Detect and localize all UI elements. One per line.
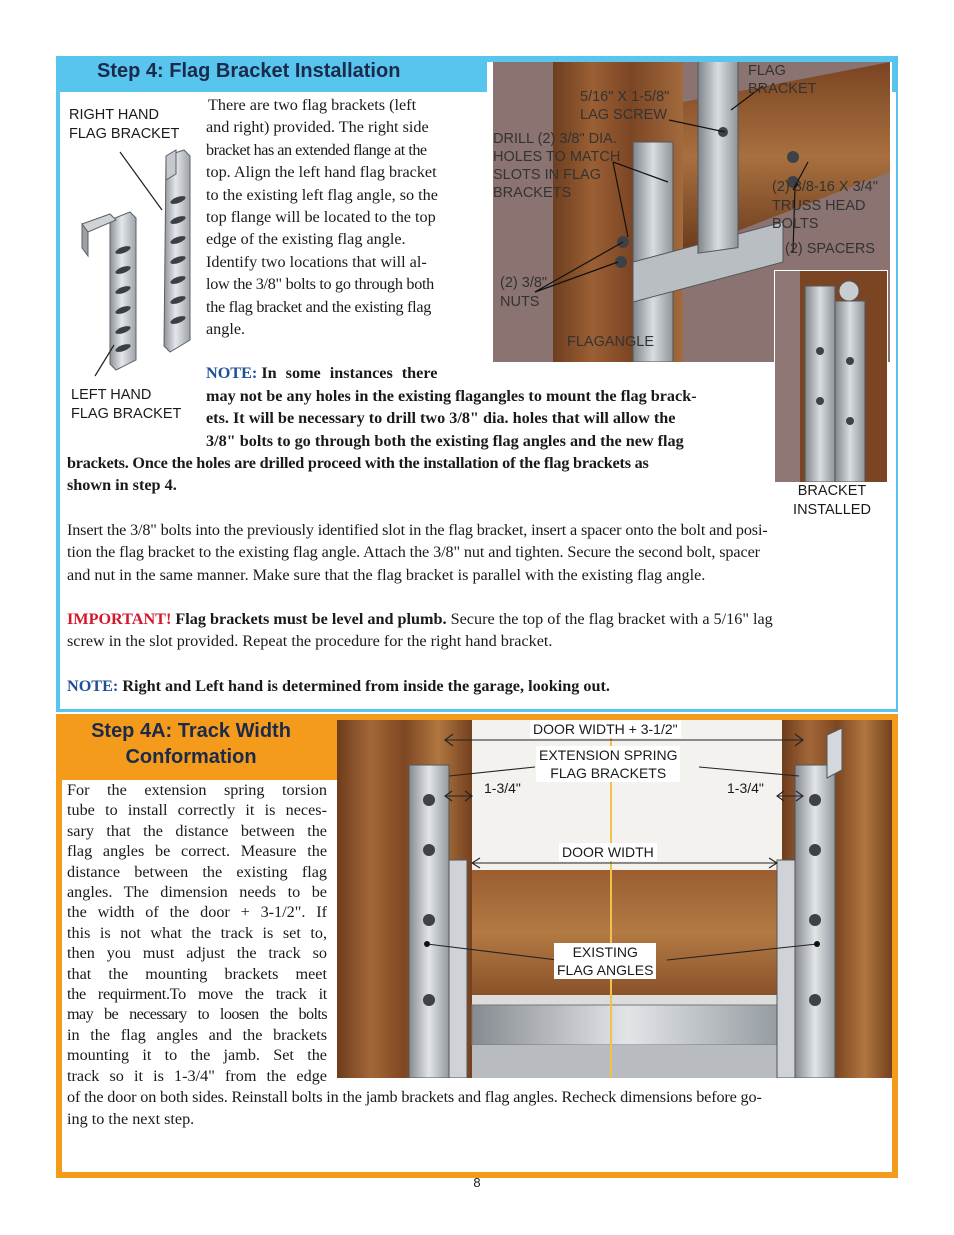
- intro-line: low the 3/8" bolts to go through both: [206, 275, 434, 294]
- important-label: IMPORTANT!: [67, 610, 172, 628]
- flagangle-label: FLAGANGLE: [567, 334, 655, 350]
- body-line: track so it is 1-3/4" from the edge: [67, 1066, 327, 1085]
- door-width-plus-label: DOOR WIDTH + 3-1/2": [530, 720, 681, 738]
- body-line: the width of the door + 3-1/2". If: [67, 903, 327, 922]
- body-line: may be necessary to loosen the bolts: [67, 1005, 327, 1024]
- note-label: NOTE:: [206, 364, 258, 382]
- note-line: may not be any holes in the existing flagangles to mount the flag brack-: [206, 387, 697, 405]
- note2-paragraph: [67, 675, 887, 697]
- body-line: sary that the distance between the: [67, 821, 327, 840]
- flag-bracket-label: FLAG BRACKET: [748, 63, 817, 97]
- note-first-text: In some instances there: [261, 364, 438, 382]
- door-width-label: DOOR WIDTH: [559, 843, 657, 861]
- important-line-2: screw in the slot provided. Repeat the procedure for the right hand bracket.: [67, 632, 553, 651]
- step4-title: Step 4: Flag Bracket Installation: [97, 60, 401, 82]
- intro-line: top. Align the left hand flag bracket: [206, 163, 437, 182]
- insert-paragraph: [67, 519, 887, 586]
- body-line: angles. The dimension needs to be: [67, 883, 327, 902]
- step4a-title: Step 4A: Track Width Conformation: [91, 720, 291, 768]
- intro-line: There are two flag brackets (left: [208, 96, 417, 114]
- truss-bolts-label: (2) 3/8-16 X 3/4" TRUSS HEAD BOLTS: [772, 179, 878, 232]
- insert-line: Insert the 3/8" bolts into the previously identified slot in the flag bracket, insert a spacer onto the bolt and posi-: [67, 521, 768, 539]
- body-line: that the mounting brackets meet: [67, 964, 327, 983]
- important-bold: Flag brackets must be level and plumb.: [175, 610, 447, 628]
- step4a-body: [67, 780, 327, 1086]
- insert-line: and nut in the same manner. Make sure that the flag bracket is parallel with the existing flag angle.: [67, 565, 706, 584]
- flag-brackets-illustration: [70, 140, 200, 380]
- body-line: the requirment.To move the track it: [67, 985, 327, 1004]
- step4a-tail: [67, 1086, 887, 1131]
- intro-line: top flange will be located to the top: [206, 208, 436, 227]
- left-offset-label: 1-3/4": [484, 780, 521, 796]
- right-hand-label: RIGHT HAND FLAG BRACKET: [69, 107, 180, 142]
- note-line: 3/8" bolts to go through both the existing flag angles and the new flag: [206, 431, 684, 450]
- note2-label: NOTE:: [67, 677, 119, 695]
- important-rest: Secure the top of the flag bracket with a 5/16" lag: [450, 610, 773, 628]
- nuts-label: (2) 3/8" NUTS: [500, 275, 548, 310]
- intro-line: to the existing left flag angle, so the: [206, 185, 438, 204]
- body-line: mounting it to the jamb. Set the: [67, 1046, 327, 1065]
- note2-text: Right and Left hand is determined from inside the garage, looking out.: [122, 677, 610, 695]
- lag-screw-label: 5/16" X 1-5/8" LAG SCREW: [580, 89, 670, 123]
- left-hand-label: LEFT HAND FLAG BRACKET: [71, 387, 182, 422]
- note-block: [206, 385, 768, 452]
- page-number: 8: [473, 1175, 481, 1190]
- extension-spring-label: EXTENSION SPRING FLAG BRACKETS: [536, 746, 680, 782]
- important-paragraph: [67, 608, 889, 653]
- body-line: tube to install correctly it is neces-: [67, 801, 327, 820]
- body-line: then you must adjust the track so: [67, 944, 327, 963]
- drill-holes-label: DRILL (2) 3/8" DIA. HOLES TO MATCH SLOTS IN FLAG BRACKETS: [493, 131, 621, 201]
- intro-line: the flag bracket and the existing flag: [206, 297, 432, 316]
- insert-line: tion the flag bracket to the existing flag angle. Attach the 3/8" nut and tighten. Secure the second bolt, spacer: [67, 543, 760, 562]
- body-line: this is not what the track is set to,: [67, 923, 327, 942]
- spacers-label: (2) SPACERS: [785, 241, 875, 257]
- note-line: brackets. Once the holes are drilled proceed with the installation of the flag brackets as: [67, 454, 649, 472]
- note-line: ets. It will be necessary to drill two 3/8" dia. holes that will allow the: [206, 409, 676, 428]
- body-line: flag angles be correct. Measure the: [67, 842, 327, 861]
- intro-line: angle.: [206, 320, 246, 339]
- note-block-wide: [67, 452, 769, 497]
- intro-line: and right) provided. The right side: [206, 118, 429, 137]
- tail-line: of the door on both sides. Reinstall bolts in the jamb brackets and flag angles. Recheck dimensions before go-: [67, 1088, 762, 1106]
- body-line: in the flag angles and the brackets: [67, 1025, 327, 1044]
- right-offset-label: 1-3/4": [727, 780, 764, 796]
- note-first-line: [206, 362, 468, 384]
- intro-line: edge of the existing flag angle.: [206, 230, 406, 249]
- bracket-installed-label: BRACKET INSTALLED: [793, 483, 871, 518]
- intro-paragraph: [206, 94, 468, 340]
- tail-line: ing to the next step.: [67, 1110, 195, 1129]
- bracket-installed-photo: [774, 270, 888, 483]
- existing-flag-angles-label: EXISTING FLAG ANGLES: [554, 943, 656, 979]
- note-line: shown in step 4.: [67, 476, 177, 495]
- intro-line: bracket has an extended flange at the: [206, 140, 427, 159]
- intro-line: Identify two locations that will al-: [206, 252, 427, 271]
- body-line: For the extension spring torsion: [67, 781, 327, 799]
- bracket-installed-art: [775, 271, 887, 482]
- important-line-1: [67, 608, 889, 630]
- body-line: distance between the existing flag: [67, 862, 327, 881]
